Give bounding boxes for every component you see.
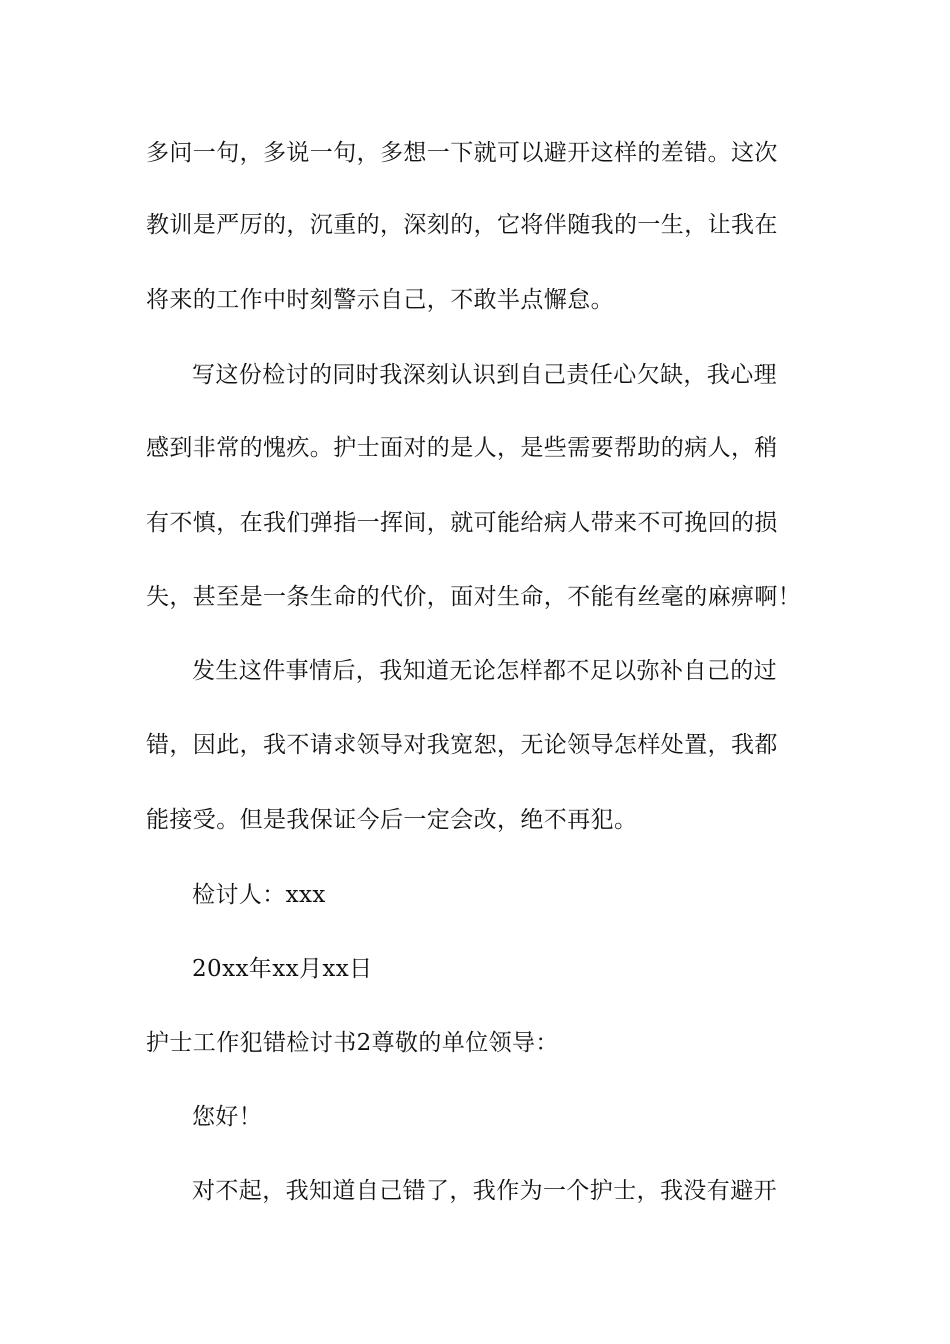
greeting: 您好！ [192,1104,263,1130]
paragraph-2-line-2: 感到非常的愧疚。护士面对的是人，是些需要帮助的病人，稍 [146,435,778,461]
date: 20xx年xx月xx日 [192,956,373,982]
paragraph-2-line-4: 失，甚至是一条生命的代价，面对生命，不能有丝毫的麻痹啊！ [146,584,802,610]
paragraph-1-line-2: 教训是严厉的，沉重的，深刻的，它将伴随我的一生，让我在 [146,212,778,238]
paragraph-3-line-1: 发生这件事情后，我知道无论怎样都不足以弥补自己的过 [192,658,777,684]
paragraph-3-line-2: 错，因此，我不请求领导对我宽恕，无论领导怎样处置，我都 [146,732,778,758]
paragraph-1-line-1: 多问一句，多说一句，多想一下就可以避开这样的差错。这次 [146,140,778,166]
paragraph-3-line-3: 能接受。但是我保证今后一定会改，绝不再犯。 [146,807,638,833]
letter-heading: 护士工作犯错检讨书2尊敬的单位领导： [146,1030,559,1056]
paragraph-2-line-3: 有不慎，在我们弹指一挥间，就可能给病人带来不可挽回的损 [146,510,778,536]
paragraph-1-line-3: 将来的工作中时刻警示自己，不敢半点懈怠。 [146,287,614,313]
paragraph-2-line-1: 写这份检讨的同时我深刻认识到自己责任心欠缺，我心理 [192,362,777,388]
paragraph-4-line-1: 对不起，我知道自己错了，我作为一个护士，我没有避开 [192,1178,777,1204]
signature: 检讨人：xxx [192,882,326,908]
